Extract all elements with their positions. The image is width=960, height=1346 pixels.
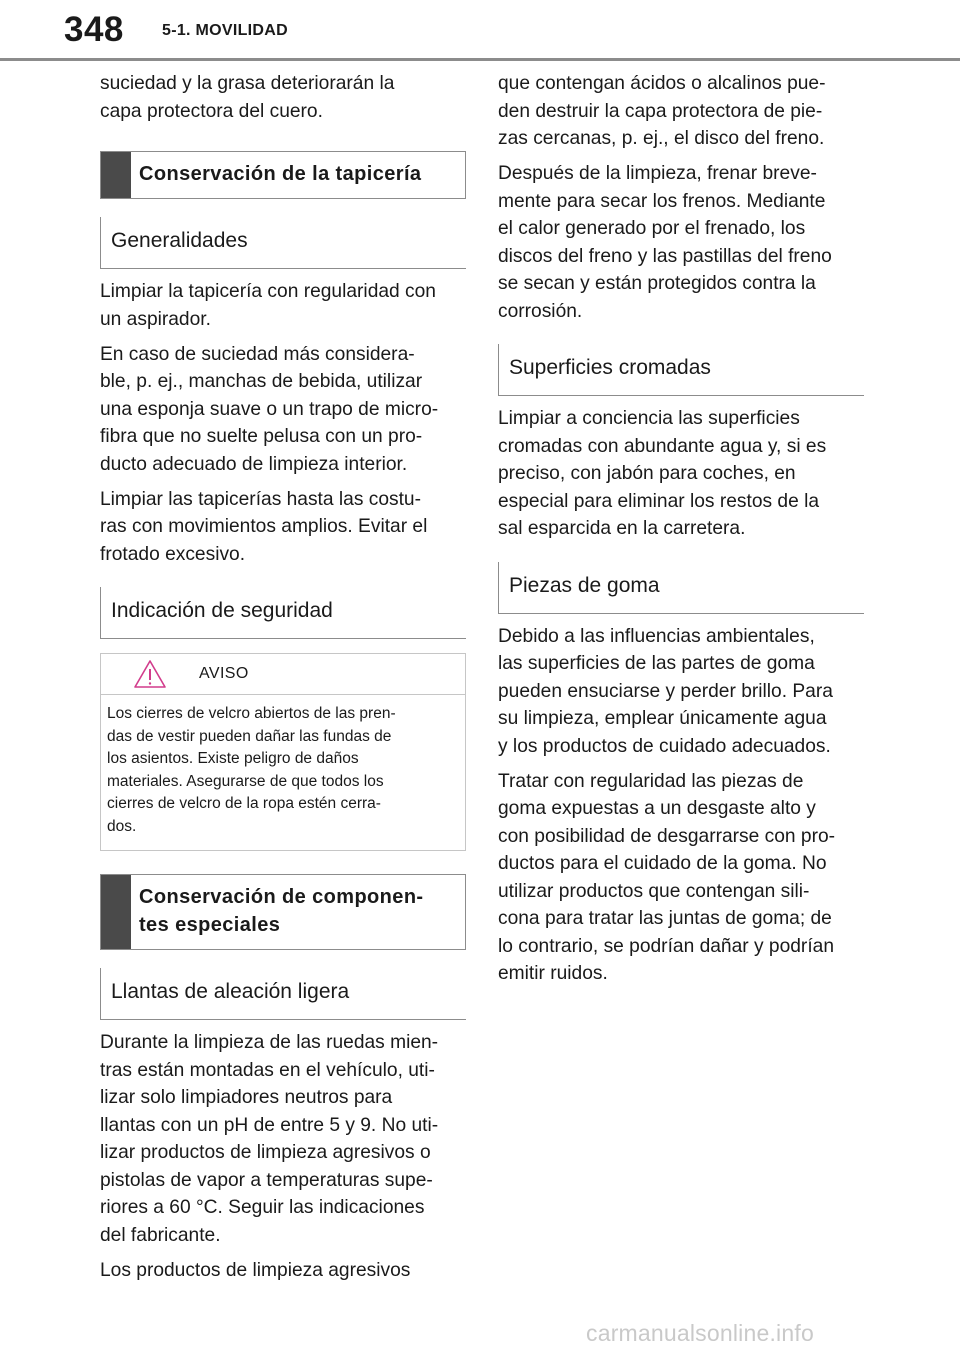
subheading-safety: Indicación de seguridad [100,587,466,639]
text-line: las superficies de las partes de goma [498,653,815,674]
right-column [498,70,864,995]
text-line: pistolas de vapor a temperaturas supe- [100,1169,433,1191]
text-line: Limpiar las tapicerías hasta las costu- [100,488,421,510]
text-line: Limpiar la tapicería con regularidad con [100,281,436,302]
text-line: En caso de suciedad más considera- [100,343,415,365]
text-line: sal esparcida en la carretera. [498,518,746,539]
rubber-paragraph-1 [498,623,864,761]
text-line: el calor generado por el frenado, los [498,218,806,239]
text-line: den destruir la capa protectora de pie- [498,100,823,122]
text-line: Los productos de limpieza agresivos [100,1259,411,1281]
text-line: frotado excesivo. [100,543,246,565]
subheading-rubber: Piezas de goma [498,562,864,614]
text-line: Debido a las influencias ambientales, [498,625,815,647]
page-header [0,0,960,58]
text-line: llantas con un pH de entre 5 y 9. No uti- [100,1114,439,1136]
text-line: riores a 60 °C. Seguir las indicaciones [100,1197,425,1218]
text-line: mente para secar los frenos. Mediante [498,190,826,212]
heading-text [131,152,431,198]
text-line: pueden ensuciarse y perder brillo. Para [498,680,833,702]
text-line: suciedad y la grasa deteriorarán la [100,73,395,94]
text-line: con posibilidad de desgarrarse con pro- [498,825,836,847]
text-line: emitir ruidos. [498,963,608,984]
text-line: das de vestir pueden dañar las fundas de [107,727,392,745]
general-paragraph-1 [100,278,466,333]
text-line: un aspirador. [100,308,211,330]
text-line: Conservación de la tapicería [139,163,422,185]
text-line: especial para eliminar los restos de la [498,490,820,512]
text-line: Los cierres de velcro abiertos de las pren- [107,705,396,722]
text-line: Tratar con regularidad las piezas de [498,770,804,792]
warning-triangle-icon [133,659,167,689]
text-line: corrosión. [498,300,583,322]
text-line: lizar solo limpiadores neutros para [100,1087,393,1108]
text-line: materiales. Asegurarse de que todos los [107,772,384,790]
text-line: que contengan ácidos o alcalinos pue- [498,73,826,94]
text-line: dos. [107,817,137,835]
heading-text [131,875,434,949]
text-line: se secan y están protegidos contra la [498,273,816,294]
text-line: una esponja suave o un trapo de micro- [100,398,439,420]
text-line: su limpieza, emplear únicamente agua [498,708,827,729]
alloy-continued-paragraph [498,70,864,153]
text-line: del fabricante. [100,1224,221,1246]
text-line: tes especiales [139,914,281,936]
subheading-general: Generalidades [100,217,466,269]
text-line: ducto adecuado de limpieza interior. [100,453,408,475]
header-divider [0,58,960,61]
text-line: tras están montadas en el vehículo, uti- [100,1059,435,1081]
left-column [100,70,466,1292]
text-line: Después de la limpieza, frenar breve- [498,163,817,184]
warning-box [100,653,466,851]
brake-paragraph [498,160,864,325]
heading-special-components [100,874,466,950]
page-number: 348 [64,10,124,49]
rubber-paragraph-2 [498,768,864,988]
text-line: Durante la limpieza de las ruedas mien- [100,1032,439,1053]
chrome-paragraph [498,405,864,543]
warning-title: AVISO [199,665,249,682]
text-line: lizar productos de limpieza agresivos o [100,1142,431,1163]
text-line: Limpiar a conciencia las superficies [498,408,800,429]
general-paragraph-2 [100,341,466,479]
heading-bar [101,875,131,949]
text-line: cona para tratar las juntas de goma; de [498,908,832,929]
text-line: y los productos de cuidado adecuados. [498,735,831,757]
text-line: Conservación de componen- [139,886,424,908]
text-line: los asientos. Existe peligro de daños [107,750,359,767]
heading-bar [101,152,131,198]
text-line: zas cercanas, p. ej., el disco del freno. [498,128,825,149]
warning-header [101,654,465,695]
watermark: carmanualsonline.info [586,1320,814,1346]
text-line: ras con movimientos amplios. Evitar el [100,516,428,537]
subheading-chrome: Superficies cromadas [498,344,864,396]
alloy-paragraph-2 [100,1257,466,1285]
text-line: ble, p. ej., manchas de bebida, utilizar [100,371,423,392]
text-line: utilizar productos que contengan sili- [498,880,810,902]
text-line: lo contrario, se podrían dañar y podrían [498,935,834,957]
heading-upholstery-care [100,151,466,199]
text-line: ductos para el cuidado de la goma. No [498,853,827,874]
text-line: capa protectora del cuero. [100,100,323,122]
text-line: cromadas con abundante agua y, si es [498,435,827,457]
section-title: 5-1. MOVILIDAD [162,22,288,39]
general-paragraph-3 [100,486,466,569]
intro-paragraph [100,70,466,125]
text-line: fibra que no suelte pelusa con un pro- [100,426,423,447]
warning-text [101,695,465,850]
text-line: preciso, con jabón para coches, en [498,463,796,484]
text-line: discos del freno y las pastillas del freno [498,245,832,267]
alloy-paragraph-1 [100,1029,466,1249]
subheading-alloy-wheels: Llantas de aleación ligera [100,968,466,1020]
text-line: goma expuestas a un desgaste alto y [498,798,816,819]
text-line: cierres de velcro de la ropa estén cerra- [107,795,381,812]
